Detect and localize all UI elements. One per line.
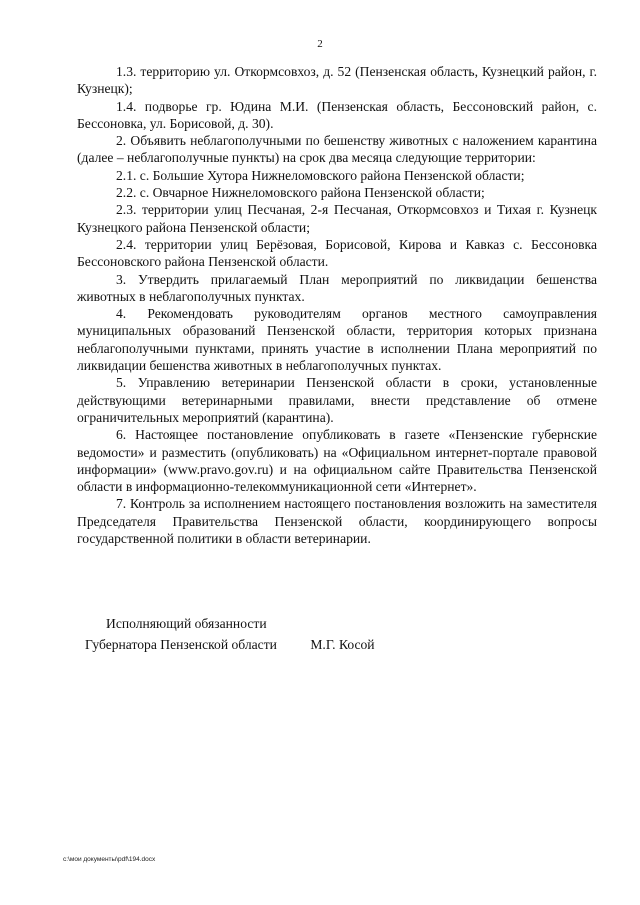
signature-position-line1: Исполняющий обязанности [106, 616, 267, 631]
paragraph-2: 2. Объявить неблагополучными по бешенству животных с наложением карантина (далее – неблагополучные пункты) на срок два месяца следующие территории: [77, 133, 597, 166]
page-number: 2 [317, 38, 323, 50]
paragraph-2-3: 2.3. территории улиц Песчаная, 2-я Песчаная, Откормсовхоз и Тихая г. Кузнецк Кузнецкого района Пензенской области; [77, 202, 597, 235]
signature-block [85, 613, 375, 655]
signatory-name: М.Г. Косой [310, 637, 375, 652]
paragraph-6: 6. Настоящее постановление опубликовать в газете «Пензенские губернские ведомости» и разместить (опубликовать) на «Официальном интернет-портале правовой информации» (www.pravo.gov.ru) и на официальном сайте Правительства Пензенской области в информационно-телекоммуникационной сети «Интернет». [77, 427, 597, 495]
paragraph-2-1: 2.1. с. Большие Хутора Нижнеломовского района Пензенской области; [116, 167, 525, 183]
signature-position-line2 [85, 634, 375, 655]
signature-position-title: Губернатора Пензенской области [85, 637, 277, 652]
paragraph-1-4: 1.4. подворье гр. Юдина М.И. (Пензенская область, Бессоновский район, с. Бессоновка, ул. Борисовой, д. 30). [77, 98, 597, 131]
paragraph-4: 4. Рекомендовать руководителям органов местного самоуправления муниципальных образований Пензенской области, территория которых признана неблагополучными пунктами, принять участие в исполнении Плана мероприятий по ликвидации бешенства животных в неблагополучных пунктах. [77, 306, 597, 374]
paragraph-2-2: 2.2. с. Овчарное Нижнеломовского района Пензенской области; [116, 185, 485, 201]
paragraph-7: 7. Контроль за исполнением настоящего постановления возложить на заместителя Председателя Правительства Пензенской области, координирующего вопросы государственной политики в области ветеринарии. [77, 496, 597, 547]
footer-file-path: c:\мои документы\pdf\194.docx [63, 856, 156, 863]
paragraph-5: 5. Управлению ветеринарии Пензенской области в сроки, установленные действующими ветеринарными правилами, внести представление об отмене ограничительных мероприятий (карантина). [77, 375, 597, 425]
paragraph-3: 3. Утвердить прилагаемый План мероприятий по ликвидации бешенства животных в неблагополучных пунктах. [77, 271, 597, 304]
document-body [77, 63, 597, 547]
paragraph-1-3: 1.3. территорию ул. Откормсовхоз, д. 52 (Пензенская область, Кузнецкий район, г. Кузнецк); [77, 64, 597, 97]
paragraph-2-4: 2.4. территории улиц Берёзовая, Борисовой, Кирова и Кавказ с. Бессоновка Бессоновского района Пензенской области. [77, 236, 597, 270]
